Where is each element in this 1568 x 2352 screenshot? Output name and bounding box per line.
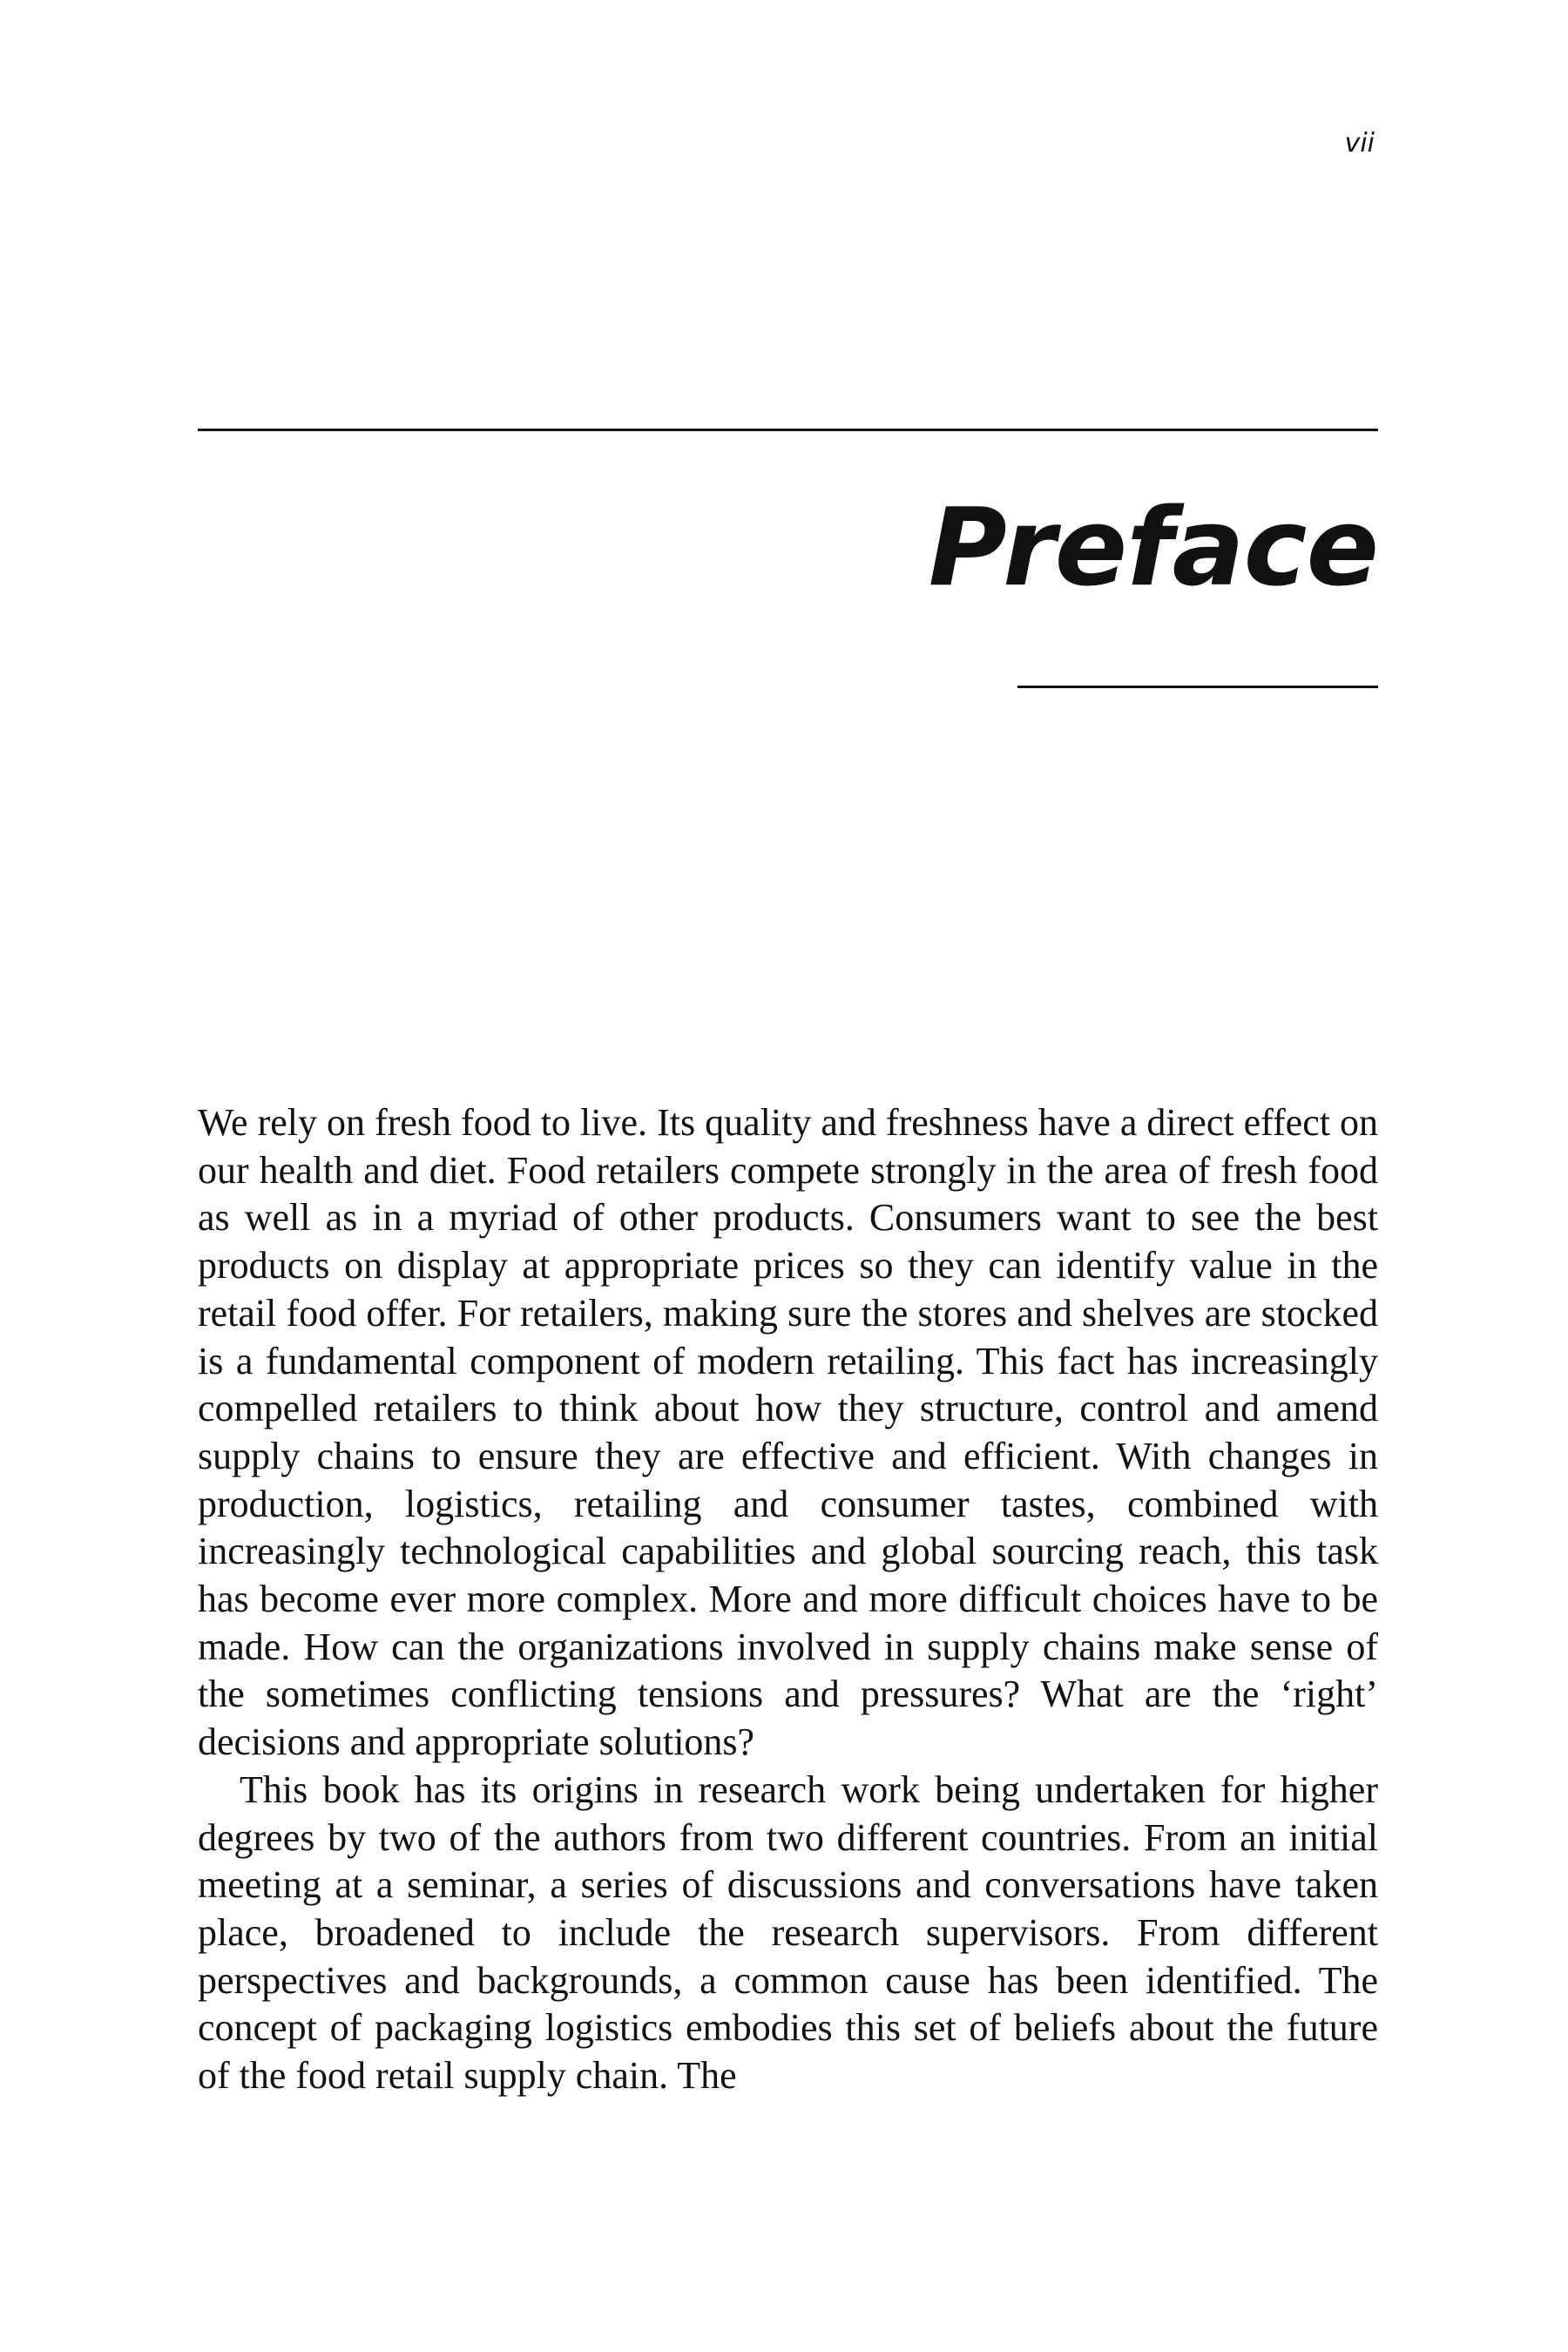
paragraph-1: We rely on fresh food to live. Its quality and freshness have a direct effect on our health and diet. Food retailers compete strongly in the area of fresh food as well as in a myriad of other products. Consumers want to see the best products on display at appropriate prices so they can identify value in the retail food offer. For retailers, making sure the stores and shelves are stocked is a fundamental component of modern retailing. This fact has increasingly compelled retailers to think about how they structure, control and amend supply chains to ensure they are effective and efficient. With changes in production, logistics, retailing and consumer tastes, combined with increasingly technological capabilities and global sourcing reach, this task has become ever more complex. More and more difficult choices have to be made. How can the organizations involved in supply chains make sense of the sometimes conflicting tensions and pressures? What are the ‘right’ decisions and appropriate solutions? — [198, 1101, 1378, 1764]
body-text — [198, 1099, 1378, 2100]
page-number: vii — [1344, 128, 1375, 159]
page-title: Preface — [928, 486, 1378, 611]
title-bottom-rule — [1017, 686, 1378, 688]
paragraph-2: This book has its origins in research work being undertaken for higher degrees by two of the authors from two different countries. From an initial meeting at a seminar, a series of discussions and conversations have taken place, broadened to include the research supervisors. From different perspectives and backgrounds, a common cause has been identified. The concept of packaging logistics embodies this set of beliefs about the future of the food retail supply chain. The — [198, 1767, 1378, 2098]
title-top-rule — [198, 429, 1378, 431]
